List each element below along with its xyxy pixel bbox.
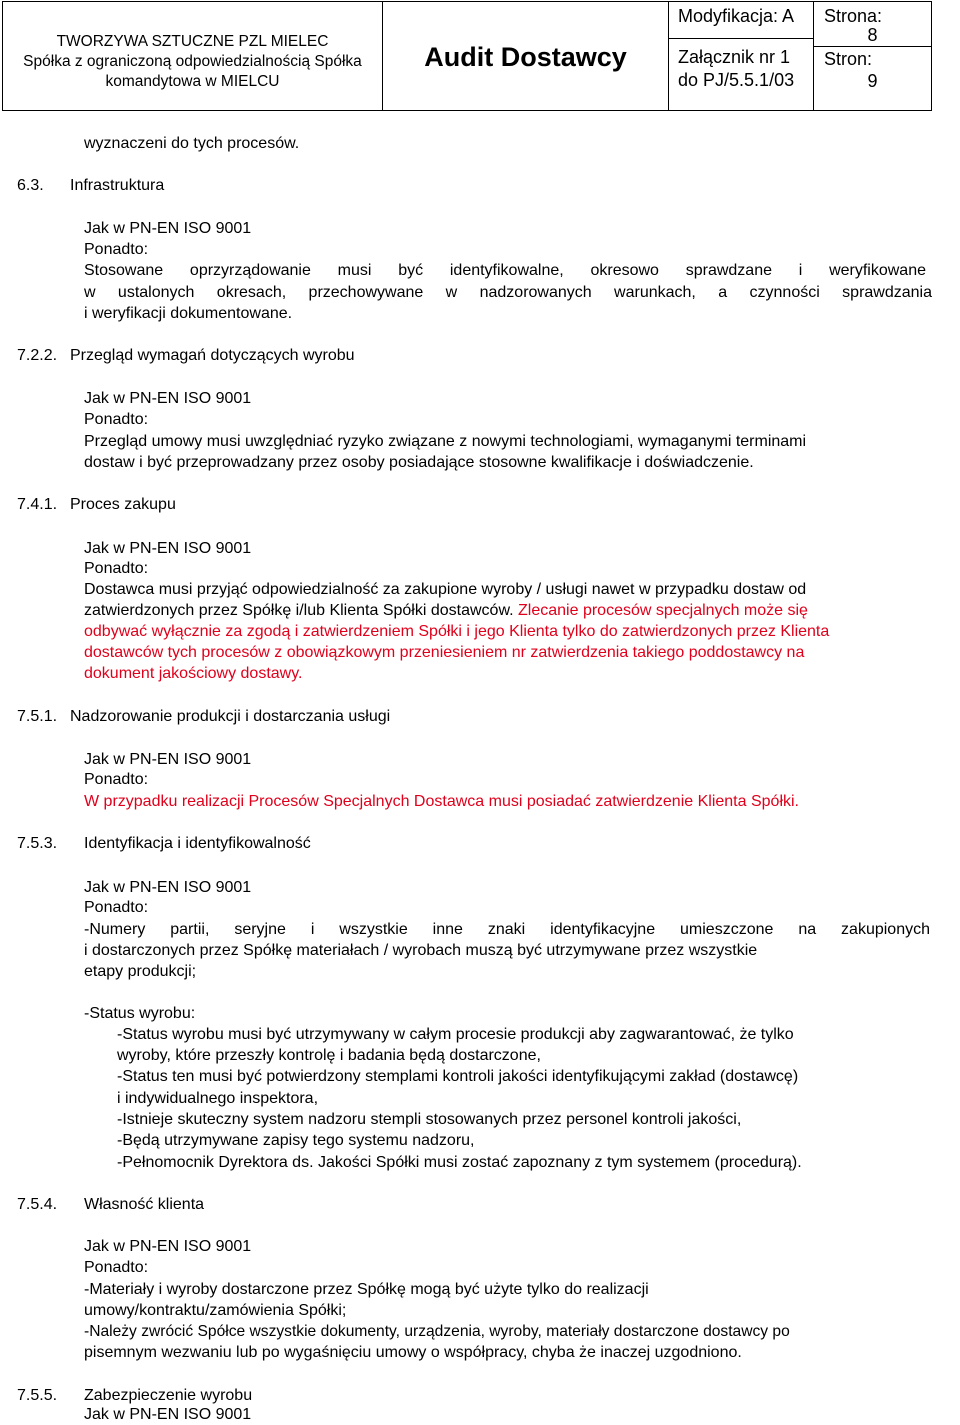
- section-number: 7.2.2.: [17, 347, 58, 364]
- company-legal-form: Spółka z ograniczoną odpowiedzialnością Spółka: [23, 53, 362, 70]
- section-title: Zabezpieczenie wyrobu: [84, 1387, 253, 1404]
- page-cell: [814, 2, 931, 110]
- paragraph-line: pisemnym wezwaniu lub po wygaśnięciu umowy o współpracy, chyba że inaczej uzgodniono.: [84, 1344, 742, 1361]
- list-item: -Pełnomocnik Dyrektora ds. Jakości Spółki musi zostać zapoznany z tym systemem (procedurą).: [117, 1154, 802, 1171]
- section-title: Własność klienta: [84, 1196, 205, 1213]
- iso-reference: Jak w PN-EN ISO 9001: [84, 220, 252, 237]
- ponadto-label: Ponadto:: [84, 411, 149, 428]
- list-item: i indywidualnego inspektora,: [117, 1090, 319, 1107]
- ponadto-label: Ponadto:: [84, 560, 149, 577]
- section-title: Proces zakupu: [70, 496, 176, 513]
- paragraph-text: zatwierdzonych przez Spółkę i/lub Klienta Spółki dostawców.: [84, 602, 514, 619]
- divider: [669, 38, 813, 39]
- modification-label: Modyfikacja: A: [678, 6, 795, 26]
- paragraph-line: Dostawca musi przyjąć odpowiedzialność za zakupione wyroby / usługi nawet w przypadku dostaw od: [84, 581, 807, 598]
- company-legal-form-cont: komandytowa w MIELCU: [105, 73, 280, 90]
- section-number: 7.4.1.: [17, 496, 58, 513]
- status-label: -Status wyrobu:: [84, 1005, 196, 1022]
- attachment-reference: do PJ/5.5.1/03: [678, 70, 795, 90]
- page-label: Strona:: [824, 6, 883, 26]
- ponadto-label: Ponadto:: [84, 899, 149, 916]
- page-number: 8: [867, 25, 878, 45]
- list-item: -Status ten musi być potwierdzony stemplami kontroli jakości identyfikującymi zakład (dostawcę): [117, 1068, 799, 1085]
- revision-cell: [669, 2, 814, 110]
- list-item: -Będą utrzymywane zapisy tego systemu nadzoru,: [117, 1132, 475, 1149]
- pages-label: Stron:: [824, 49, 873, 69]
- iso-reference: Jak w PN-EN ISO 9001: [84, 1406, 252, 1423]
- paragraph-line: Przegląd umowy musi uwzględniać ryzyko związane z nowymi technologiami, wymaganymi terminami: [84, 433, 807, 450]
- ponadto-label: Ponadto:: [84, 241, 149, 258]
- highlighted-requirement: odbywać wyłącznie za zgodą i zatwierdzeniem Spółki i jego Klienta tylko do zatwierdzonych przez Klienta: [84, 623, 830, 640]
- divider: [814, 46, 931, 47]
- iso-reference: Jak w PN-EN ISO 9001: [84, 540, 252, 557]
- highlighted-requirement: dostawców tych procesów z obowiązkowym przeniesieniem nr zatwierdzenia takiego poddostawcy na: [84, 644, 805, 661]
- paragraph-line: w ustalonych okresach, przechowywane w nadzorowanych warunkach, a czynności sprawdzania: [84, 284, 932, 301]
- document-title: Audit Dostawcy: [424, 42, 627, 72]
- section-number: 7.5.4.: [17, 1196, 58, 1213]
- section-number: 7.5.1.: [17, 708, 58, 725]
- ponadto-label: Ponadto:: [84, 771, 149, 788]
- section-number: 7.5.5.: [17, 1387, 58, 1404]
- paragraph-line: i dostarczonych przez Spółkę materiałach / wyrobach muszą być utrzymywane przez wszystkie: [84, 942, 758, 959]
- document-header: [2, 1, 932, 111]
- paragraph-line: -Materiały i wyroby dostarczone przez Spółkę mogą być użyte tylko do realizacji: [84, 1281, 649, 1298]
- paragraph-line: i weryfikacji dokumentowane.: [84, 305, 293, 322]
- paragraph-line: Stosowane oprzyrządowanie musi być identyfikowalne, okresowo sprawdzane i weryfikowane: [84, 262, 926, 279]
- paragraph-line: -Należy zwrócić Spółce wszystkie dokumenty, urządzenia, wyroby, materiały dostarczone dostawcy po: [84, 1323, 790, 1340]
- paragraph-line: [84, 601, 808, 621]
- pages-count: 9: [867, 71, 878, 91]
- intro-text: wyznaczeni do tych procesów.: [84, 135, 300, 152]
- list-item: -Status wyrobu musi być utrzymywany w całym procesie produkcji aby zagwarantować, że tylko: [117, 1026, 794, 1043]
- list-item: -Istnieje skuteczny system nadzoru stempli stosowanych przez personel kontroli jakości,: [117, 1111, 742, 1128]
- title-cell: [383, 2, 669, 110]
- iso-reference: Jak w PN-EN ISO 9001: [84, 879, 252, 896]
- section-title: Infrastruktura: [70, 177, 165, 194]
- attachment-label: Załącznik nr 1: [678, 47, 791, 67]
- iso-reference: Jak w PN-EN ISO 9001: [84, 751, 252, 768]
- highlighted-requirement: Zlecanie procesów specjalnych może się: [518, 602, 808, 619]
- paragraph-line: dostaw i być przeprowadzany przez osoby posiadające stosowne kwalifikacje i doświadczenie.: [84, 454, 754, 471]
- list-item: wyroby, które przeszły kontrolę i badania będą dostarczone,: [117, 1047, 541, 1064]
- paragraph-line: -Numery partii, seryjne i wszystkie inne znaki identyfikacyjne umieszczone na zakupionych: [84, 921, 930, 938]
- section-title: Przegląd wymagań dotyczących wyrobu: [70, 347, 355, 364]
- company-cell: [3, 2, 383, 110]
- iso-reference: Jak w PN-EN ISO 9001: [84, 1238, 252, 1255]
- highlighted-requirement: dokument jakościowy dostawy.: [84, 665, 303, 682]
- paragraph-line: etapy produkcji;: [84, 963, 197, 980]
- section-title: Nadzorowanie produkcji i dostarczania usługi: [70, 708, 391, 725]
- company-name: TWORZYWA SZTUCZNE PZL MIELEC: [56, 33, 329, 50]
- section-number: 6.3.: [17, 177, 44, 194]
- paragraph-line: umowy/kontraktu/zamówienia Spółki;: [84, 1302, 347, 1319]
- ponadto-label: Ponadto:: [84, 1259, 149, 1276]
- section-title: Identyfikacja i identyfikowalność: [84, 835, 311, 852]
- section-number: 7.5.3.: [17, 835, 58, 852]
- iso-reference: Jak w PN-EN ISO 9001: [84, 390, 252, 407]
- highlighted-requirement: W przypadku realizacji Procesów Specjalnych Dostawca musi posiadać zatwierdzenie Klienta Spółki.: [84, 793, 799, 810]
